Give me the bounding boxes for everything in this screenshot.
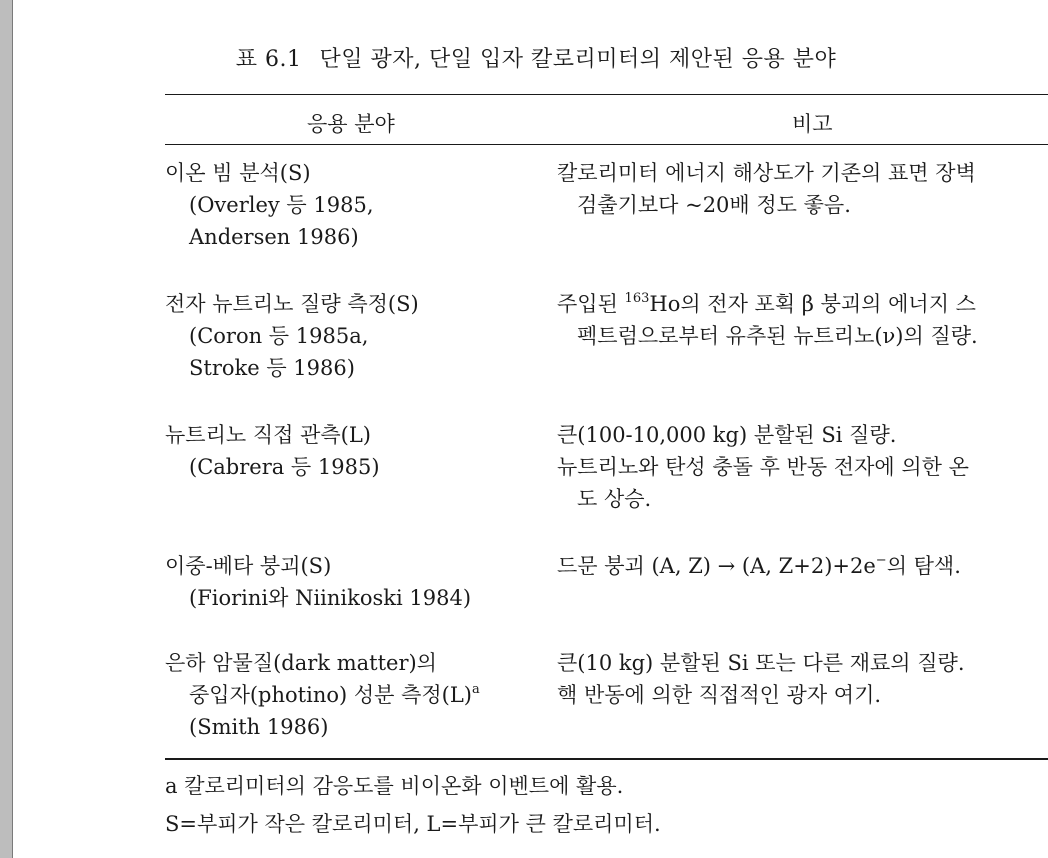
document-page: [12, 0, 1048, 858]
remarks-cell: 큰(100-10,000 kg) 분할된 Si 질량. 뉴트리노와 탄성 충돌 후 반동 전자에 의한 온 도 상승.: [557, 423, 969, 511]
remarks-cell: 드문 붕괴 (A, Z) → (A, Z+2)+2e−의 탐색.: [557, 553, 961, 578]
remarks-cell: 큰(10 kg) 분할된 Si 또는 다른 재료의 질량. 핵 반동에 의한 직접적인 광자 여기.: [557, 651, 965, 707]
application-cell: 이중-베타 붕괴(S) (Fiorini와 Niinikoski 1984): [165, 554, 472, 610]
remarks-cell: 주입된 $^{163}$Ho의 전자 포획 β 붕괴의 에너지 스 펙트럼으로부터 유추된 뉴트리노(ν)의 질량.: [557, 291, 978, 348]
isotope-superscript: 163: [624, 291, 650, 306]
application-cell: 뉴트리노 직접 관측(L) (Cabrera 등 1985): [165, 423, 380, 479]
column-header-remarks: 비고: [792, 112, 833, 136]
table-number: 표 6.1: [235, 47, 302, 72]
application-cell: 은하 암물질(dark matter)의 중입자(photino) 성분 측정$(L)^a$ (Smith 1986): [165, 651, 480, 739]
table-bottom-rule: [165, 758, 1048, 760]
application-cell: 이온 빔 분석(S) (Overley 등 1985, Andersen 1986): [165, 161, 374, 249]
table-title: 단일 광자, 단일 입자 칼로리미터의 제안된 응용 분야: [319, 47, 837, 72]
column-header-application: 응용 분야: [307, 112, 395, 136]
table-caption: [12, 42, 1048, 73]
footnote-marker: a: [472, 682, 480, 697]
application-cell: 전자 뉴트리노 질량 측정(S) (Coron 등 1985a, Stroke 등 1986): [165, 292, 419, 380]
footnote-legend: S=부피가 작은 칼로리미터, L=부피가 큰 칼로리미터.: [165, 812, 661, 836]
header-rule: [165, 144, 1048, 145]
electron-charge-superscript: −: [875, 553, 887, 568]
remarks-cell: 칼로리미터 에너지 해상도가 기존의 표면 장벽 검출기보다 ~20배 정도 좋음.: [557, 161, 976, 217]
table-top-rule: [165, 94, 1048, 95]
footnote-a: a 칼로리미터의 감응도를 비이온화 이벤트에 활용.: [165, 774, 624, 798]
